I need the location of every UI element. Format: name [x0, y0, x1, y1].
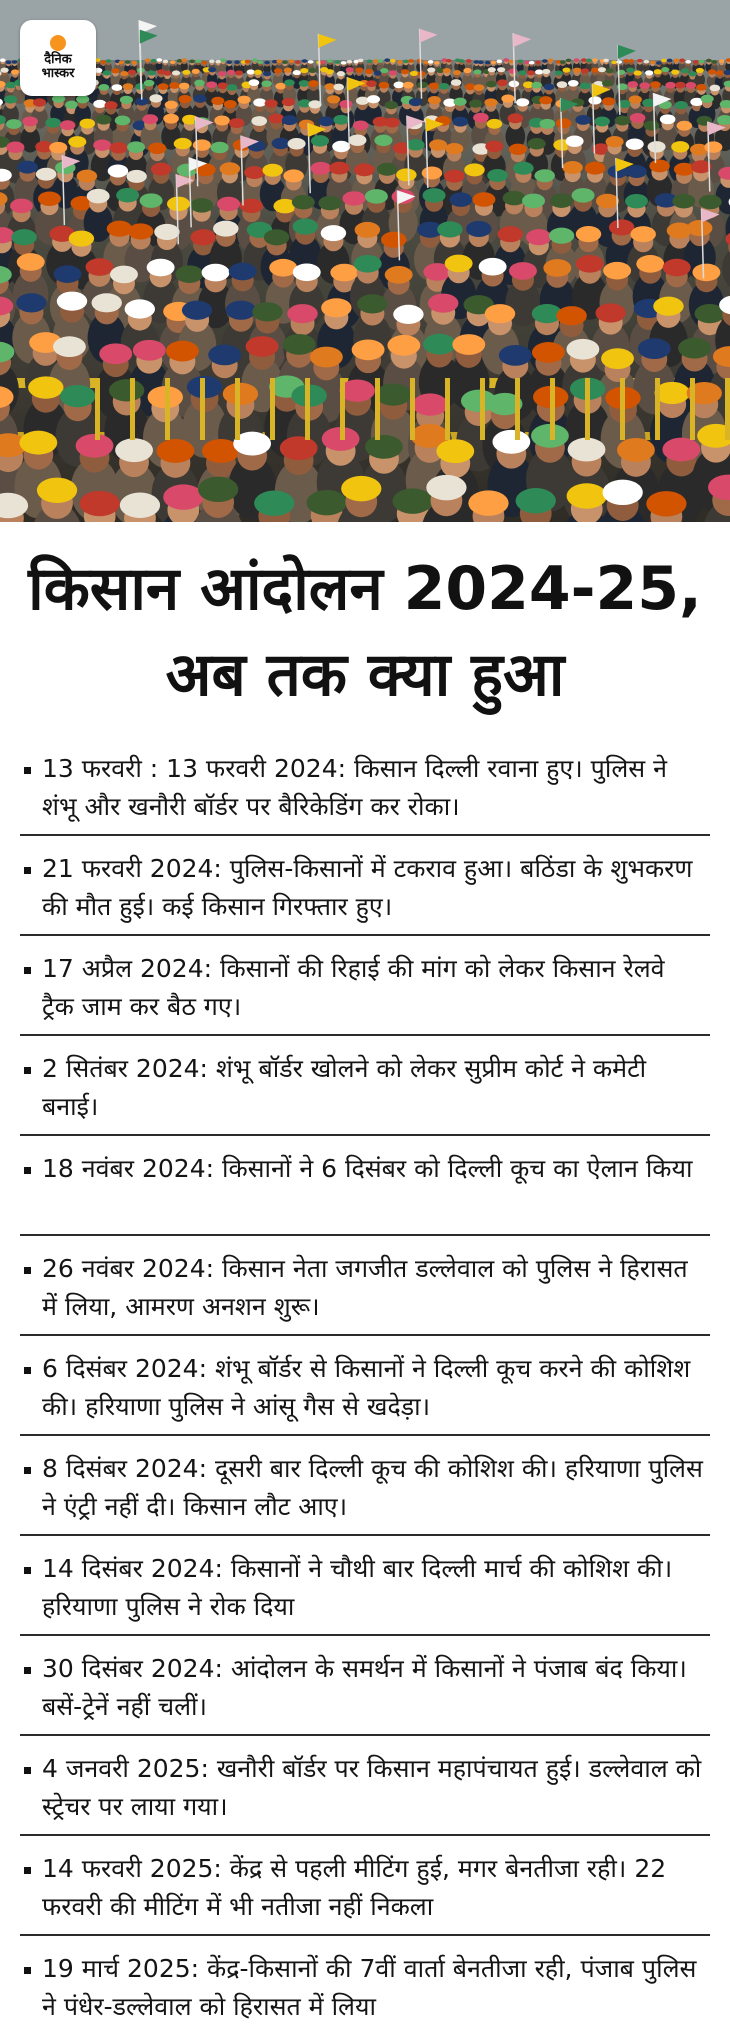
dainik-bhaskar-logo	[20, 20, 96, 96]
timeline-item-text: 26 नवंबर 2024: किसान नेता जगजीत डल्लेवाल को पुलिस ने हिरासत में लिया, आमरण अनशन शुरू।	[42, 1254, 688, 1321]
bullet-icon	[24, 1867, 31, 1874]
timeline-item	[20, 1236, 710, 1336]
timeline-item-text: 21 फरवरी 2024: पुलिस-किसानों में टकराव हुआ। बठिंडा के शुभकरण की मौत हुई। कई किसान गिरफ्तार हुए।	[42, 854, 692, 921]
timeline-item-text: 17 अप्रैल 2024: किसानों की रिहाई की मांग को लेकर किसान रेलवे ट्रैक जाम कर बैठ गए।	[42, 954, 665, 1021]
page-title: किसान आंदोलन 2024-25, अब तक क्या हुआ	[0, 522, 730, 736]
timeline-item	[20, 1436, 710, 1536]
bullet-icon	[24, 1967, 31, 1974]
bullet-icon	[24, 867, 31, 874]
bullet-icon	[24, 1367, 31, 1374]
bullet-icon	[24, 967, 31, 974]
bullet-icon	[24, 1567, 31, 1574]
timeline-item-text: 2 सितंबर 2024: शंभू बॉर्डर खोलने को लेकर सुप्रीम कोर्ट ने कमेटी बनाई।	[42, 1054, 646, 1121]
timeline-item-text: 19 मार्च 2025: केंद्र-किसानों की 7वीं वार्ता बेनतीजा रही, पंजाब पुलिस ने पंधेर-डल्लेवाल को हिरासत में लिया	[42, 1954, 696, 2021]
timeline-item-text: 13 फरवरी : 13 फरवरी 2024: किसान दिल्ली रवाना हुए। पुलिस ने शंभू और खनौरी बॉर्डर पर बैरिकेडिंग कर रोका।	[42, 754, 667, 821]
timeline-item-text: 4 जनवरी 2025: खनौरी बॉर्डर पर किसान महापंचायत हुई। डल्लेवाल को स्ट्रेचर पर लाया गया।	[42, 1754, 701, 1821]
timeline-item-text: 6 दिसंबर 2024: शंभू बॉर्डर से किसानों ने दिल्ली कूच करने की कोशिश की। हरियाणा पुलिस ने आंसू गैस से खदेड़ा।	[42, 1354, 690, 1421]
logo-sun-icon	[50, 35, 66, 51]
timeline-item-text: 8 दिसंबर 2024: दूसरी बार दिल्ली कूच की कोशिश की। हरियाणा पुलिस ने एंट्री नहीं दी। किसान लौट आए।	[42, 1454, 703, 1521]
bullet-icon	[24, 1267, 31, 1274]
timeline-item-text: 18 नवंबर 2024: किसानों ने 6 दिसंबर को दिल्ली कूच का ऐलान किया	[42, 1154, 692, 1183]
timeline-item-text: 14 दिसंबर 2024: किसानों ने चौथी बार दिल्ली मार्च की कोशिश की। हरियाणा पुलिस ने रोक दिया	[42, 1554, 672, 1621]
timeline-item	[20, 736, 710, 836]
bullet-icon	[24, 767, 31, 774]
timeline-item	[20, 1136, 710, 1236]
timeline-item	[20, 1836, 710, 1936]
bullet-icon	[24, 1167, 31, 1174]
timeline-item	[20, 1036, 710, 1136]
timeline-item	[20, 1736, 710, 1836]
timeline-item-text: 30 दिसंबर 2024: आंदोलन के समर्थन में किसानों ने पंजाब बंद किया। बसें-ट्रेनें नहीं चलीं।	[42, 1654, 687, 1721]
timeline-item-text: 14 फरवरी 2025: केंद्र से पहली मीटिंग हुई, मगर बेनतीजा रही। 22 फरवरी की मीटिंग में भी नतीजा नहीं निकला	[42, 1854, 666, 1921]
timeline-item	[20, 1336, 710, 1436]
timeline-item	[20, 1536, 710, 1636]
bullet-icon	[24, 1067, 31, 1074]
bullet-icon	[24, 1667, 31, 1674]
logo-wordmark: दैनिक भास्कर	[42, 53, 75, 81]
timeline-item	[20, 836, 710, 936]
timeline-item	[20, 1636, 710, 1736]
crowd-illustration	[0, 0, 730, 522]
timeline-item	[20, 936, 710, 1036]
hero-photo	[0, 0, 730, 522]
bullet-icon	[24, 1467, 31, 1474]
bullet-icon	[24, 1767, 31, 1774]
timeline-item	[20, 1936, 710, 2036]
timeline-list	[0, 736, 730, 2036]
